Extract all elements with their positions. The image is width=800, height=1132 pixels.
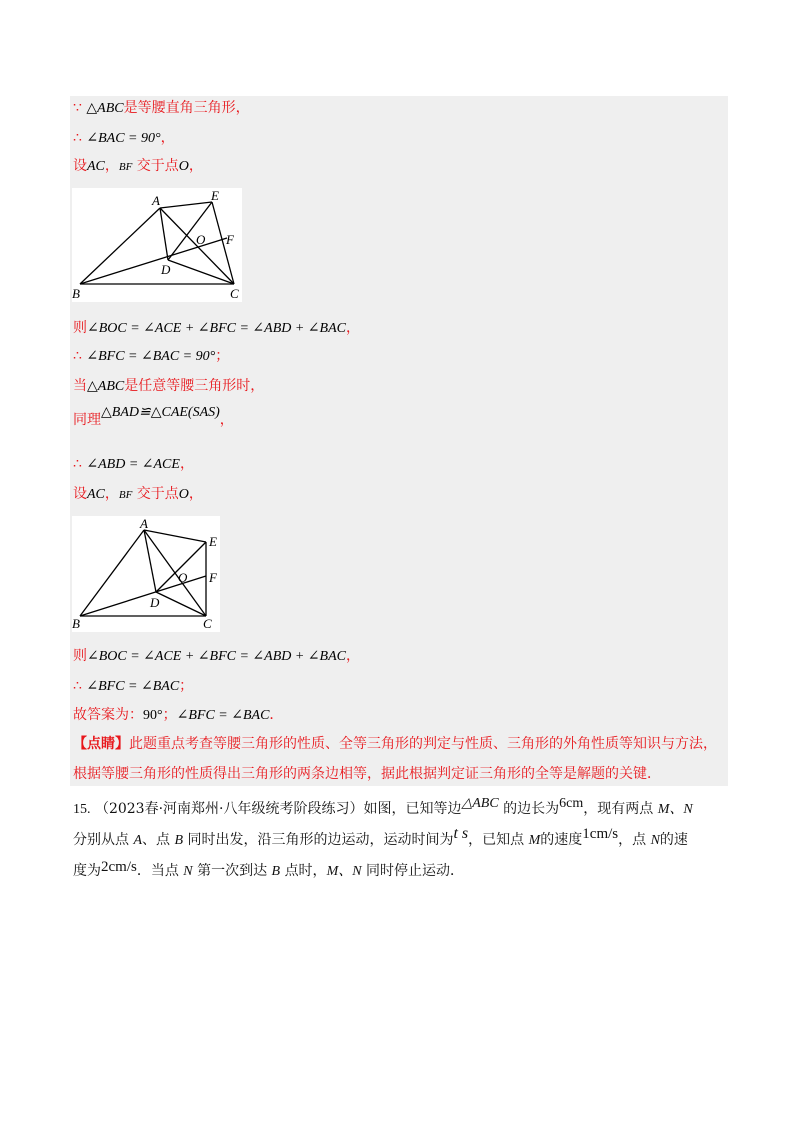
solution-line-7 — [73, 405, 234, 431]
math-expression: 1cm/s — [582, 826, 619, 842]
solution-text: 交于点 — [136, 486, 179, 502]
punctuation: ． — [269, 707, 284, 723]
solution-line-10 — [73, 646, 360, 667]
math-expression: BF — [118, 489, 133, 501]
comment-text: 此题重点考查等腰三角形的性质、全等三角形的判定与性质、三角形的外角性质等知识与方法， — [129, 736, 717, 752]
solution-line-4 — [73, 318, 360, 339]
label-C: C — [203, 616, 212, 631]
question-text: 的速度 — [540, 832, 583, 848]
label-O: O — [196, 232, 206, 247]
question-text: 点时， — [284, 863, 327, 879]
punctuation: ， — [345, 648, 360, 664]
question-text: ，点 — [618, 832, 647, 848]
solution-line-3 — [73, 156, 203, 177]
math-expression: M、N — [326, 864, 362, 879]
question-line-2 — [73, 825, 733, 856]
punctuation: ， — [345, 320, 360, 336]
label-C: C — [230, 286, 239, 301]
solution-text: 是任意等腰三角形时， — [124, 378, 265, 394]
comment-line-1 — [73, 734, 717, 754]
label-A: A — [152, 193, 160, 208]
math-expression: M — [528, 833, 541, 848]
therefore-symbol: ∴ — [73, 456, 82, 472]
solution-text: 设 — [73, 158, 87, 174]
solution-text: 设 — [73, 486, 87, 502]
question-text: ，现有两点 — [583, 801, 654, 817]
question-text: 度为 — [73, 863, 101, 879]
question-number: 15. — [73, 802, 91, 817]
question-text: 同时停止运动． — [366, 863, 465, 879]
question-text: 的边长为 — [503, 801, 560, 817]
label-D: D — [161, 262, 171, 277]
math-expression: ∠BAC = 90° — [86, 131, 161, 146]
punctuation: ， — [104, 158, 119, 174]
punctuation: ； — [215, 348, 230, 364]
question-text: ，已知点 — [468, 832, 525, 848]
label-E: E — [211, 188, 219, 203]
therefore-symbol: ∴ — [73, 130, 82, 146]
math-expression: O — [178, 487, 189, 502]
solution-text: 交于点 — [136, 158, 179, 174]
math-expression: A — [133, 833, 143, 848]
math-expression: t s — [453, 825, 469, 842]
math-expression: 90° — [143, 708, 163, 723]
solution-line-5 — [73, 346, 229, 367]
question-source: （2023春·河南郑州·八年级统考阶段练习） — [94, 801, 364, 817]
math-expression: ∠ABD = ∠ACE — [86, 457, 180, 472]
math-expression: AC — [87, 487, 105, 502]
solution-text: 则 — [73, 320, 87, 336]
math-expression: 6cm — [559, 796, 584, 811]
math-expression: N — [183, 864, 193, 879]
math-expression: 2cm/s — [101, 859, 137, 875]
label-D: D — [150, 595, 160, 610]
solution-text: 同理 — [73, 412, 101, 428]
question-text: 、点 — [142, 832, 171, 848]
question-15 — [73, 794, 733, 887]
label-F: F — [209, 570, 217, 585]
question-text: 第一次到达 — [197, 863, 268, 879]
math-expression: BF — [118, 161, 133, 173]
punctuation: ， — [188, 486, 203, 502]
punctuation: ， — [219, 412, 234, 428]
therefore-symbol: ∴ — [73, 678, 82, 694]
label-B: B — [72, 286, 80, 301]
solution-text: 则 — [73, 648, 87, 664]
geometry-figure-2 — [72, 516, 220, 632]
punctuation: ， — [188, 158, 203, 174]
comment-tag: 【点睛】 — [73, 736, 129, 752]
math-expression: O — [178, 159, 189, 174]
question-line-1 — [73, 794, 733, 825]
comment-line-2 — [73, 764, 661, 784]
therefore-symbol: ∴ — [73, 348, 82, 364]
punctuation: ； — [179, 678, 194, 694]
punctuation: ， — [160, 130, 175, 146]
punctuation: ， — [104, 486, 119, 502]
math-expression: △ABC — [87, 379, 125, 394]
math-expression: B — [271, 864, 281, 879]
solution-line-6 — [73, 376, 264, 397]
because-symbol: ∵ — [73, 100, 82, 116]
solution-line-11 — [73, 676, 193, 697]
math-expression: ∠BFC = ∠BAC = 90° — [86, 349, 216, 364]
math-expression: △ABC — [461, 796, 499, 811]
math-expression: △BAD≌△CAE(SAS) — [101, 405, 220, 420]
solution-line-9 — [73, 484, 203, 505]
solution-text: 当 — [73, 378, 87, 394]
punctuation: ， — [179, 456, 194, 472]
comment-text: 根据等腰三角形的性质得出三角形的两条边相等，据此根据判定证三角形的全等是解题的关键． — [73, 766, 661, 782]
math-expression: ∠BOC = ∠ACE + ∠BFC = ∠ABD + ∠BAC — [87, 649, 346, 664]
question-text: 分别从点 — [73, 832, 129, 848]
solution-text: 是等腰直角三角形， — [123, 100, 250, 116]
question-text: 的速 — [659, 832, 688, 848]
label-A: A — [140, 516, 148, 531]
question-text: ．当点 — [136, 863, 179, 879]
answer-label: 故答案为： — [73, 707, 143, 723]
math-expression: △ABC — [86, 101, 124, 116]
label-E: E — [209, 534, 217, 549]
math-expression: ∠BFC = ∠BAC — [86, 679, 180, 694]
math-expression: B — [174, 833, 184, 848]
solution-line-1 — [73, 98, 250, 119]
math-expression: ∠BOC = ∠ACE + ∠BFC = ∠ABD + ∠BAC — [87, 321, 346, 336]
label-B: B — [72, 616, 80, 631]
label-O: O — [178, 570, 188, 585]
solution-line-2 — [73, 128, 175, 149]
label-F: F — [226, 232, 234, 247]
geometry-figure-1 — [72, 188, 242, 302]
question-text: 同时出发，沿三角形的边运动，运动时间为 — [187, 832, 454, 848]
question-text: 如图，已知等边 — [363, 801, 462, 817]
solution-line-8 — [73, 454, 194, 475]
math-expression: M、N — [657, 802, 693, 817]
math-expression: AC — [87, 159, 105, 174]
punctuation: ； — [162, 707, 177, 723]
math-expression: ∠BFC = ∠BAC — [176, 708, 270, 723]
solution-line-12 — [73, 705, 283, 726]
math-expression: N — [650, 833, 660, 848]
question-line-3 — [73, 856, 733, 887]
